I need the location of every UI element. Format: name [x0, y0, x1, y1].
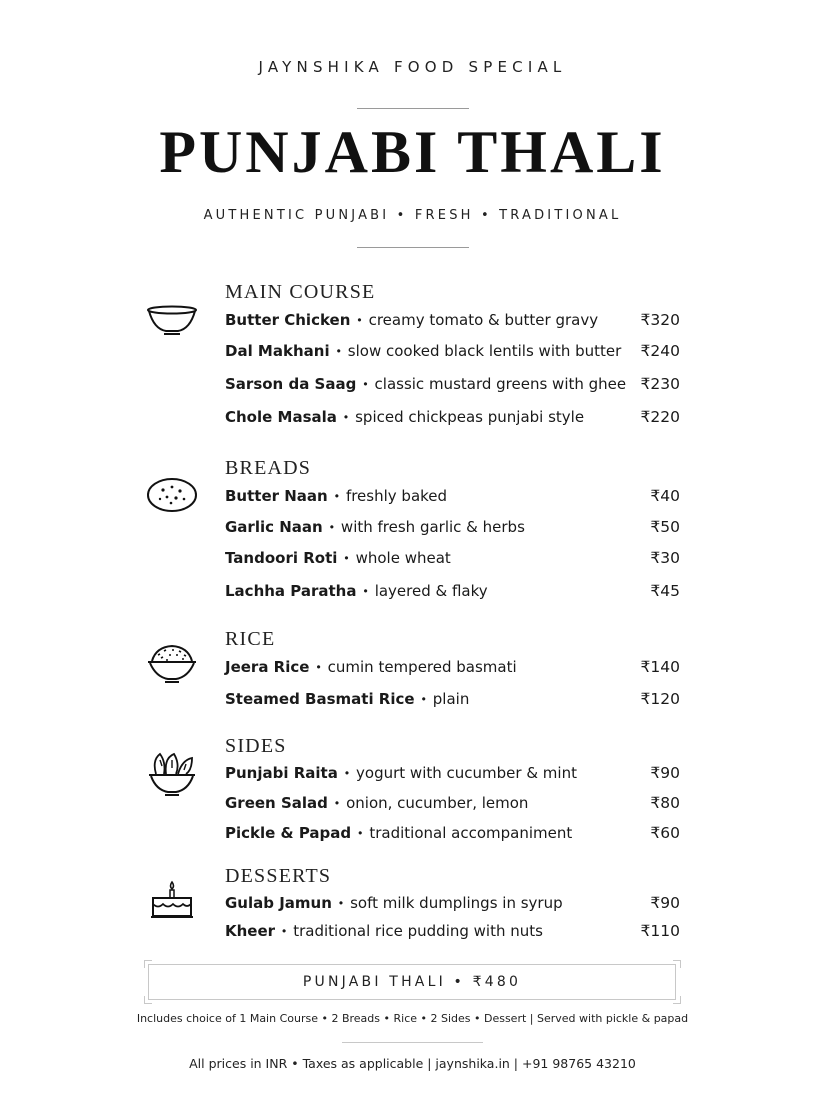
item-price: ₹30 — [650, 549, 680, 567]
item-name: Garlic Naan — [225, 518, 323, 536]
menu-item: Kheer • traditional rice pudding with nuts ₹110 — [225, 922, 680, 940]
item-name: Pickle & Papad — [225, 824, 352, 842]
item-description: whole wheat — [355, 549, 451, 567]
box-corner-ornament — [673, 960, 681, 968]
thali-includes-note: Includes choice of 1 Main Course • 2 Breads • Rice • 2 Sides • Dessert | Served with pickle & papad — [136, 1012, 689, 1025]
item-description: plain — [432, 690, 470, 708]
item-price: ₹110 — [640, 922, 680, 940]
item-name: Steamed Basmati Rice — [225, 690, 415, 708]
menu-item: Punjabi Raita • yogurt with cucumber & mint ₹90 — [225, 764, 680, 782]
item-name: Lachha Paratha — [225, 582, 357, 600]
menu-item: Jeera Rice • cumin tempered basmati ₹140 — [225, 658, 680, 676]
divider — [342, 1042, 483, 1043]
item-price: ₹240 — [640, 342, 680, 360]
item-description: creamy tomato & butter gravy — [368, 311, 599, 329]
item-description: slow cooked black lentils with butter — [347, 342, 622, 360]
rice-bowl-icon — [146, 643, 198, 685]
item-description: traditional rice pudding with nuts — [293, 922, 543, 940]
box-corner-ornament — [144, 960, 152, 968]
brand-tagline: JAYNSHIKA FOOD SPECIAL — [258, 58, 567, 76]
item-description: yogurt with cucumber & mint — [356, 764, 577, 782]
bowl-icon — [146, 305, 198, 337]
item-price: ₹90 — [650, 764, 680, 782]
menu-item: Butter Naan • freshly baked ₹40 — [225, 487, 680, 505]
item-price: ₹220 — [640, 408, 680, 426]
item-name: Kheer — [225, 922, 276, 940]
menu-item: Garlic Naan • with fresh garlic & herbs ₹50 — [225, 518, 680, 536]
menu-item: Chole Masala • spiced chickpeas punjabi style ₹220 — [225, 408, 680, 426]
item-price: ₹140 — [640, 658, 680, 676]
item-description: layered & flaky — [374, 582, 488, 600]
item-description: with fresh garlic & herbs — [340, 518, 525, 536]
item-price: ₹90 — [650, 894, 680, 912]
section-heading-sides: SIDES — [225, 735, 287, 757]
divider — [357, 247, 469, 248]
item-name: Chole Masala — [225, 408, 337, 426]
item-name: Tandoori Roti — [225, 549, 338, 567]
item-name: Green Salad — [225, 794, 328, 812]
section-heading-breads: BREADS — [225, 457, 312, 479]
item-price: ₹45 — [650, 582, 680, 600]
item-name: Dal Makhani — [225, 342, 330, 360]
item-price: ₹60 — [650, 824, 680, 842]
thali-price-box — [148, 964, 676, 1000]
item-price: ₹320 — [640, 311, 680, 329]
item-price: ₹50 — [650, 518, 680, 536]
menu-item: Gulab Jamun • soft milk dumplings in syrup ₹90 — [225, 894, 680, 912]
thali-label: PUNJABI THALI • ₹480 — [302, 974, 522, 990]
item-price: ₹230 — [640, 375, 680, 393]
item-name: Jeera Rice — [225, 658, 310, 676]
item-name: Sarson da Saag — [225, 375, 357, 393]
dessert-cake-icon — [149, 880, 195, 920]
item-description: traditional accompaniment — [369, 824, 573, 842]
item-description: onion, cucumber, lemon — [346, 794, 529, 812]
item-name: Butter Chicken — [225, 311, 351, 329]
menu-item: Green Salad • onion, cucumber, lemon ₹80 — [225, 794, 680, 812]
item-description: cumin tempered basmati — [327, 658, 517, 676]
section-heading-desserts: DESSERTS — [225, 865, 332, 887]
menu-item: Sarson da Saag • classic mustard greens with ghee ₹230 — [225, 375, 680, 393]
section-heading-rice: RICE — [225, 628, 276, 650]
page-title: PUNJABI THALI — [159, 119, 666, 185]
item-name: Butter Naan — [225, 487, 328, 505]
salad-bowl-icon — [146, 750, 198, 798]
item-price: ₹80 — [650, 794, 680, 812]
item-price: ₹120 — [640, 690, 680, 708]
naan-icon — [146, 476, 198, 514]
box-corner-ornament — [673, 996, 681, 1004]
item-description: spiced chickpeas punjabi style — [355, 408, 585, 426]
item-name: Punjabi Raita — [225, 764, 338, 782]
menu-item: Dal Makhani • slow cooked black lentils with butter ₹240 — [225, 342, 680, 360]
menu-item: Lachha Paratha • layered & flaky ₹45 — [225, 582, 680, 600]
item-name: Gulab Jamun — [225, 894, 332, 912]
item-description: classic mustard greens with ghee — [374, 375, 627, 393]
menu-item: Pickle & Papad • traditional accompaniment ₹60 — [225, 824, 680, 842]
item-price: ₹40 — [650, 487, 680, 505]
menu-item: Steamed Basmati Rice • plain ₹120 — [225, 690, 680, 708]
page-subtitle: AUTHENTIC PUNJABI • FRESH • TRADITIONAL — [203, 208, 622, 223]
item-description: freshly baked — [345, 487, 448, 505]
menu-item: Tandoori Roti • whole wheat ₹30 — [225, 549, 680, 567]
section-heading-main-course: MAIN COURSE — [225, 281, 376, 303]
footer-info: All prices in INR • Taxes as applicable | jaynshika.in | +91 98765 43210 — [189, 1056, 636, 1071]
box-corner-ornament — [144, 996, 152, 1004]
item-description: soft milk dumplings in syrup — [350, 894, 563, 912]
divider — [357, 108, 469, 109]
menu-item: Butter Chicken • creamy tomato & butter gravy ₹320 — [225, 311, 680, 329]
